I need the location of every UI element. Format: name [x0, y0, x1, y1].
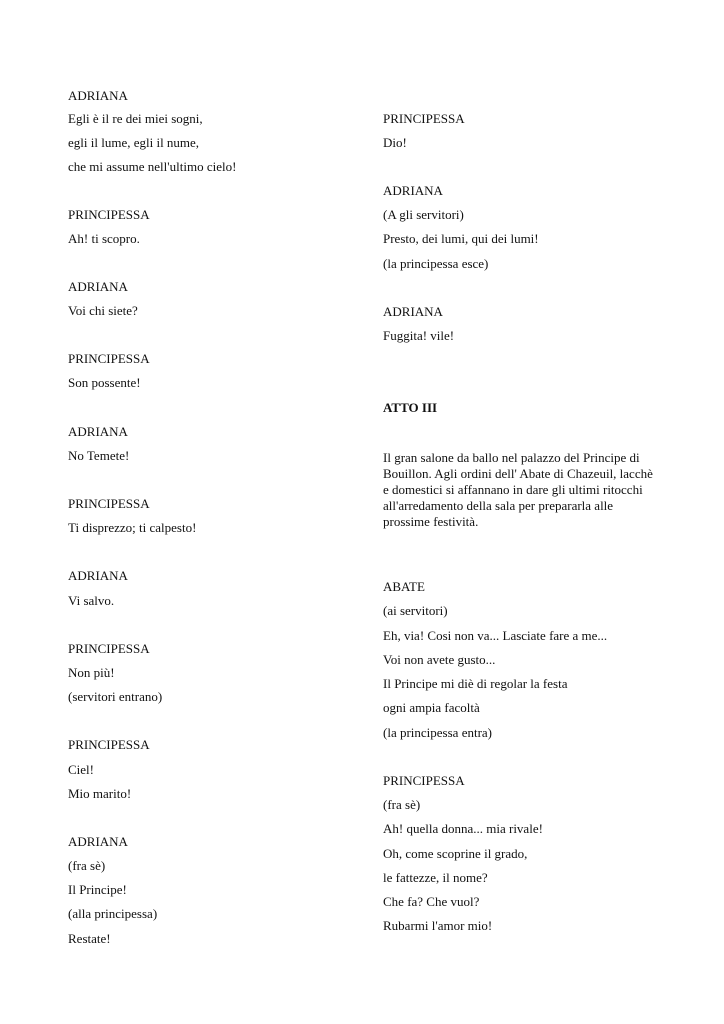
libretto-line: Rubarmi l'amor mio!	[383, 918, 493, 933]
stage-direction-inline: (fra sè)	[68, 858, 106, 873]
act-heading: ATTO III	[383, 400, 438, 415]
stage-direction-inline: (A gli servitori)	[383, 207, 464, 222]
speaker-name: PRINCIPESSA	[68, 641, 150, 656]
speaker-name: PRINCIPESSA	[383, 111, 465, 126]
libretto-line: Il Principe mi diè di regolar la festa	[383, 676, 568, 691]
stage-direction-inline: (servitori entrano)	[68, 689, 163, 704]
libretto-line: che mi assume nell'ultimo cielo!	[68, 159, 237, 174]
speaker-name: PRINCIPESSA	[68, 737, 150, 752]
speaker-name: ADRIANA	[68, 279, 128, 294]
libretto-line: Mio marito!	[68, 786, 132, 801]
libretto-line: Eh, via! Cosi non va... Lasciate fare a me...	[383, 628, 608, 643]
libretto-line: Restate!	[68, 931, 111, 946]
libretto-line: Oh, come scoprine il grado,	[383, 846, 528, 861]
libretto-line: No Temete!	[68, 448, 130, 463]
speaker-name: ADRIANA	[383, 304, 443, 319]
libretto-line: ogni ampia facoltà	[383, 700, 480, 715]
speaker-name: ADRIANA	[68, 88, 128, 103]
stage-direction-inline: (la principessa esce)	[383, 256, 489, 271]
libretto-line: Voi non avete gusto...	[383, 652, 496, 667]
libretto-line: le fattezze, il nome?	[383, 870, 488, 885]
stage-direction-inline: (fra sè)	[383, 797, 421, 812]
speaker-name: ADRIANA	[68, 834, 128, 849]
libretto-line: Presto, dei lumi, qui dei lumi!	[383, 231, 539, 246]
libretto-line: Non più!	[68, 665, 115, 680]
speaker-name: ADRIANA	[383, 183, 443, 198]
speaker-name: ABATE	[383, 579, 425, 594]
speaker-name: PRINCIPESSA	[383, 773, 465, 788]
libretto-line: Il Principe!	[68, 882, 127, 897]
stage-direction-inline: (alla principessa)	[68, 906, 158, 921]
libretto-line: Che fa? Che vuol?	[383, 894, 480, 909]
stage-direction-inline: (la principessa entra)	[383, 725, 493, 740]
libretto-line: egli il lume, egli il nume,	[68, 135, 200, 150]
libretto-line: Dio!	[383, 135, 407, 150]
speaker-name: ADRIANA	[68, 568, 128, 583]
speaker-name: ADRIANA	[68, 424, 128, 439]
libretto-line: Ah! quella donna... mia rivale!	[383, 821, 543, 836]
libretto-line: Vi salvo.	[68, 593, 115, 608]
libretto-line: Ah! ti scopro.	[68, 231, 140, 246]
speaker-name: PRINCIPESSA	[68, 496, 150, 511]
libretto-line: Fuggita! vile!	[383, 328, 455, 343]
libretto-line: Ti disprezzo; ti calpesto!	[68, 520, 197, 535]
stage-direction-paragraph: Il gran salone da ballo nel palazzo del Principe di Bouillon. Agli ordini dell' Abate di Chazeuil, lacchè e domestici si affannano in dare gli ultimi ritocchi all'arredamento della sala per prepararla alle prossime festività.	[383, 450, 653, 529]
speaker-name: PRINCIPESSA	[68, 351, 150, 366]
speaker-name: PRINCIPESSA	[68, 207, 150, 222]
stage-direction-inline: (ai servitori)	[383, 603, 448, 618]
libretto-line: Egli è il re dei miei sogni,	[68, 111, 203, 126]
libretto-line: Ciel!	[68, 762, 94, 777]
libretto-line: Voi chi siete?	[68, 303, 138, 318]
libretto-line: Son possente!	[68, 375, 141, 390]
